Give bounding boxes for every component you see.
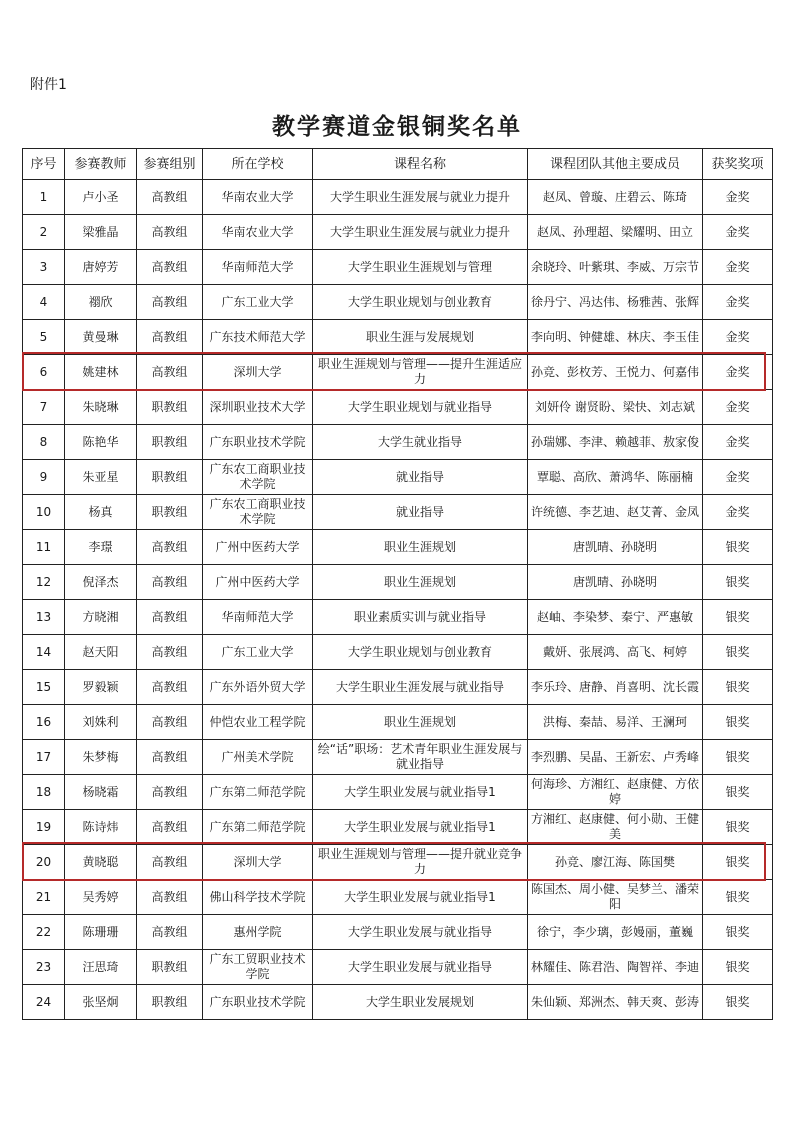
award-table (22, 148, 773, 1020)
document-title: 教学赛道金银铜奖名单 (272, 113, 522, 140)
cell-course: 大学生职业发展与就业指导 (313, 950, 528, 985)
cell-school: 华南农业大学 (203, 215, 313, 250)
cell-teacher: 姚建林 (65, 355, 137, 390)
cell-members: 徐丹宁、冯达伟、杨雅茜、张辉 (528, 285, 703, 320)
cell-award: 银奖 (703, 530, 773, 565)
header-members: 课程团队其他主要成员 (528, 149, 703, 180)
cell-group: 职教组 (137, 950, 203, 985)
cell-teacher: 倪泽杰 (65, 565, 137, 600)
table-row (23, 215, 773, 250)
cell-index: 20 (23, 845, 65, 880)
cell-teacher: 罗毅颖 (65, 670, 137, 705)
cell-award: 银奖 (703, 670, 773, 705)
cell-school: 广东外语外贸大学 (203, 670, 313, 705)
cell-course: 大学生职业发展与就业指导1 (313, 810, 528, 845)
cell-course: 大学生职业生涯发展与就业力提升 (313, 180, 528, 215)
table-row (23, 250, 773, 285)
cell-index: 14 (23, 635, 65, 670)
cell-index: 11 (23, 530, 65, 565)
cell-award: 金奖 (703, 460, 773, 495)
cell-index: 9 (23, 460, 65, 495)
table-row (23, 285, 773, 320)
cell-course: 职业素质实训与就业指导 (313, 600, 528, 635)
header-course: 课程名称 (313, 149, 528, 180)
cell-group: 高教组 (137, 320, 203, 355)
cell-award: 金奖 (703, 495, 773, 530)
cell-group: 高教组 (137, 880, 203, 915)
table-row (23, 915, 773, 950)
cell-members: 孙竞、彭枚芳、王悦力、何嘉伟 (528, 355, 703, 390)
cell-award: 银奖 (703, 915, 773, 950)
cell-index: 23 (23, 950, 65, 985)
cell-index: 16 (23, 705, 65, 740)
cell-group: 高教组 (137, 810, 203, 845)
cell-group: 职教组 (137, 425, 203, 460)
cell-award: 银奖 (703, 740, 773, 775)
cell-teacher: 陈珊珊 (65, 915, 137, 950)
table-row (23, 810, 773, 845)
cell-award: 金奖 (703, 215, 773, 250)
header-teacher: 参赛教师 (65, 149, 137, 180)
cell-school: 华南师范大学 (203, 600, 313, 635)
cell-members: 林耀佳、陈君浩、陶智祥、李迪 (528, 950, 703, 985)
cell-index: 2 (23, 215, 65, 250)
table-row (23, 775, 773, 810)
cell-members: 李向明、钟健雄、林庆、李玉佳 (528, 320, 703, 355)
cell-index: 8 (23, 425, 65, 460)
cell-group: 职教组 (137, 390, 203, 425)
cell-award: 金奖 (703, 180, 773, 215)
cell-members: 许统德、李艺迪、赵艾菁、金凤 (528, 495, 703, 530)
cell-members: 覃聪、高欣、萧鸿华、陈丽楠 (528, 460, 703, 495)
table-row (23, 880, 773, 915)
attachment-label: 附件1 (30, 77, 67, 93)
cell-group: 高教组 (137, 180, 203, 215)
cell-teacher: 卢小圣 (65, 180, 137, 215)
cell-school: 广东职业技术学院 (203, 425, 313, 460)
cell-group: 高教组 (137, 285, 203, 320)
cell-course: 职业生涯与发展规划 (313, 320, 528, 355)
cell-school: 广东工贸职业技术学院 (203, 950, 313, 985)
cell-teacher: 朱亚星 (65, 460, 137, 495)
table-row (23, 390, 773, 425)
cell-members: 唐凯晴、孙晓明 (528, 530, 703, 565)
cell-members: 何海珍、方湘红、赵康健、方依婷 (528, 775, 703, 810)
cell-members: 洪梅、秦喆、易洋、王澜珂 (528, 705, 703, 740)
cell-members: 方湘红、赵康健、何小勋、王健美 (528, 810, 703, 845)
cell-school: 华南农业大学 (203, 180, 313, 215)
table-row (23, 950, 773, 985)
cell-group: 高教组 (137, 670, 203, 705)
cell-group: 职教组 (137, 985, 203, 1020)
cell-members: 徐宁，李少璃，彭嫚丽，董巍 (528, 915, 703, 950)
cell-teacher: 李璟 (65, 530, 137, 565)
cell-group: 高教组 (137, 530, 203, 565)
cell-teacher: 杨真 (65, 495, 137, 530)
cell-school: 广州中医药大学 (203, 530, 313, 565)
cell-members: 赵凤、曾璇、庄碧云、陈琦 (528, 180, 703, 215)
cell-school: 佛山科学技术学院 (203, 880, 313, 915)
cell-course: 就业指导 (313, 460, 528, 495)
header-award: 获奖奖项 (703, 149, 773, 180)
cell-index: 15 (23, 670, 65, 705)
cell-course: 大学生职业规划与创业教育 (313, 635, 528, 670)
cell-teacher: 杨晓霜 (65, 775, 137, 810)
cell-award: 银奖 (703, 705, 773, 740)
cell-index: 22 (23, 915, 65, 950)
cell-school: 广东工业大学 (203, 285, 313, 320)
table-row (23, 460, 773, 495)
cell-members: 余晓玲、叶紫琪、李威、万宗节 (528, 250, 703, 285)
cell-course: 大学生职业生涯规划与管理 (313, 250, 528, 285)
cell-award: 银奖 (703, 635, 773, 670)
cell-course: 就业指导 (313, 495, 528, 530)
header-school: 所在学校 (203, 149, 313, 180)
cell-teacher: 黄曼琳 (65, 320, 137, 355)
cell-award: 银奖 (703, 880, 773, 915)
cell-course: 大学生职业发展与就业指导 (313, 915, 528, 950)
cell-teacher: 吴秀婷 (65, 880, 137, 915)
cell-index: 13 (23, 600, 65, 635)
cell-members: 朱仙颖、郑洲杰、韩天爽、彭涛 (528, 985, 703, 1020)
cell-teacher: 刘姝利 (65, 705, 137, 740)
cell-index: 5 (23, 320, 65, 355)
cell-award: 银奖 (703, 810, 773, 845)
cell-award: 金奖 (703, 355, 773, 390)
cell-award: 银奖 (703, 775, 773, 810)
table-row (23, 635, 773, 670)
cell-teacher: 朱梦梅 (65, 740, 137, 775)
cell-school: 广东第二师范学院 (203, 775, 313, 810)
cell-course: 大学生职业生涯发展与就业力提升 (313, 215, 528, 250)
cell-members: 孙瑞娜、李津、赖越菲、敖家俊 (528, 425, 703, 460)
cell-course: 大学生就业指导 (313, 425, 528, 460)
cell-school: 仲恺农业工程学院 (203, 705, 313, 740)
cell-members: 陈国杰、周小健、吴梦兰、潘荣阳 (528, 880, 703, 915)
cell-teacher: 张坚炯 (65, 985, 137, 1020)
table-row (23, 355, 773, 390)
cell-group: 高教组 (137, 775, 203, 810)
cell-teacher: 赵天阳 (65, 635, 137, 670)
cell-index: 4 (23, 285, 65, 320)
cell-course: 绘“话”职场：艺术青年职业生涯发展与就业指导 (313, 740, 528, 775)
table-row (23, 670, 773, 705)
cell-school: 广州中医药大学 (203, 565, 313, 600)
table-row (23, 565, 773, 600)
cell-group: 高教组 (137, 705, 203, 740)
cell-school: 广东农工商职业技术学院 (203, 460, 313, 495)
cell-school: 广东第二师范学院 (203, 810, 313, 845)
cell-teacher: 禤欣 (65, 285, 137, 320)
cell-teacher: 朱晓琳 (65, 390, 137, 425)
cell-teacher: 陈诗炜 (65, 810, 137, 845)
cell-members: 李烈鹏、吴晶、王新宏、卢秀峰 (528, 740, 703, 775)
table-row (23, 180, 773, 215)
cell-school: 深圳大学 (203, 845, 313, 880)
cell-teacher: 汪思琦 (65, 950, 137, 985)
cell-group: 职教组 (137, 495, 203, 530)
cell-group: 高教组 (137, 915, 203, 950)
cell-index: 7 (23, 390, 65, 425)
cell-award: 金奖 (703, 425, 773, 460)
cell-index: 18 (23, 775, 65, 810)
table-row (23, 740, 773, 775)
cell-group: 高教组 (137, 845, 203, 880)
cell-award: 金奖 (703, 285, 773, 320)
header-group: 参赛组别 (137, 149, 203, 180)
cell-course: 大学生职业发展与就业指导1 (313, 880, 528, 915)
cell-members: 戴妍、张展鸿、高飞、柯婷 (528, 635, 703, 670)
cell-award: 银奖 (703, 565, 773, 600)
cell-group: 高教组 (137, 740, 203, 775)
cell-award: 金奖 (703, 250, 773, 285)
cell-members: 赵凤、孙理超、梁耀明、田立 (528, 215, 703, 250)
cell-course: 职业生涯规划 (313, 705, 528, 740)
cell-course: 职业生涯规划与管理——提升就业竞争力 (313, 845, 528, 880)
cell-members: 刘妍伶 谢贤盼、梁快、刘志斌 (528, 390, 703, 425)
table-row (23, 530, 773, 565)
header-index: 序号 (23, 149, 65, 180)
cell-group: 高教组 (137, 565, 203, 600)
cell-award: 银奖 (703, 845, 773, 880)
cell-award: 金奖 (703, 320, 773, 355)
cell-course: 大学生职业规划与就业指导 (313, 390, 528, 425)
table-row (23, 985, 773, 1020)
cell-course: 大学生职业发展与就业指导1 (313, 775, 528, 810)
cell-school: 广州美术学院 (203, 740, 313, 775)
cell-index: 17 (23, 740, 65, 775)
cell-course: 职业生涯规划 (313, 530, 528, 565)
cell-course: 大学生职业规划与创业教育 (313, 285, 528, 320)
cell-members: 孙竞、廖江海、陈国樊 (528, 845, 703, 880)
cell-school: 广东技术师范大学 (203, 320, 313, 355)
cell-group: 高教组 (137, 250, 203, 285)
table-row (23, 495, 773, 530)
cell-index: 19 (23, 810, 65, 845)
table-row (23, 600, 773, 635)
cell-teacher: 方晓湘 (65, 600, 137, 635)
cell-school: 广东工业大学 (203, 635, 313, 670)
cell-index: 24 (23, 985, 65, 1020)
cell-school: 惠州学院 (203, 915, 313, 950)
cell-group: 高教组 (137, 215, 203, 250)
cell-index: 10 (23, 495, 65, 530)
cell-course: 大学生职业发展规划 (313, 985, 528, 1020)
cell-index: 3 (23, 250, 65, 285)
cell-group: 职教组 (137, 460, 203, 495)
cell-school: 华南师范大学 (203, 250, 313, 285)
cell-group: 高教组 (137, 635, 203, 670)
cell-members: 唐凯晴、孙晓明 (528, 565, 703, 600)
cell-members: 赵岫、李染梦、秦宁、严惠敏 (528, 600, 703, 635)
cell-award: 银奖 (703, 950, 773, 985)
cell-teacher: 梁雅晶 (65, 215, 137, 250)
table-row (23, 320, 773, 355)
cell-school: 深圳大学 (203, 355, 313, 390)
cell-award: 银奖 (703, 985, 773, 1020)
cell-group: 高教组 (137, 355, 203, 390)
cell-index: 6 (23, 355, 65, 390)
cell-index: 12 (23, 565, 65, 600)
cell-award: 银奖 (703, 600, 773, 635)
table-row (23, 845, 773, 880)
cell-award: 金奖 (703, 390, 773, 425)
cell-group: 高教组 (137, 600, 203, 635)
cell-course: 职业生涯规划与管理——提升生涯适应力 (313, 355, 528, 390)
cell-teacher: 陈艳华 (65, 425, 137, 460)
cell-school: 广东职业技术学院 (203, 985, 313, 1020)
cell-school: 广东农工商职业技术学院 (203, 495, 313, 530)
cell-index: 21 (23, 880, 65, 915)
cell-course: 大学生职业生涯发展与就业指导 (313, 670, 528, 705)
cell-school: 深圳职业技术大学 (203, 390, 313, 425)
cell-index: 1 (23, 180, 65, 215)
table-row (23, 425, 773, 460)
cell-members: 李乐玲、唐静、肖喜明、沈长霞 (528, 670, 703, 705)
cell-teacher: 黄晓聪 (65, 845, 137, 880)
table-row (23, 705, 773, 740)
cell-teacher: 唐婷芳 (65, 250, 137, 285)
cell-course: 职业生涯规划 (313, 565, 528, 600)
table-header-row (23, 149, 773, 180)
